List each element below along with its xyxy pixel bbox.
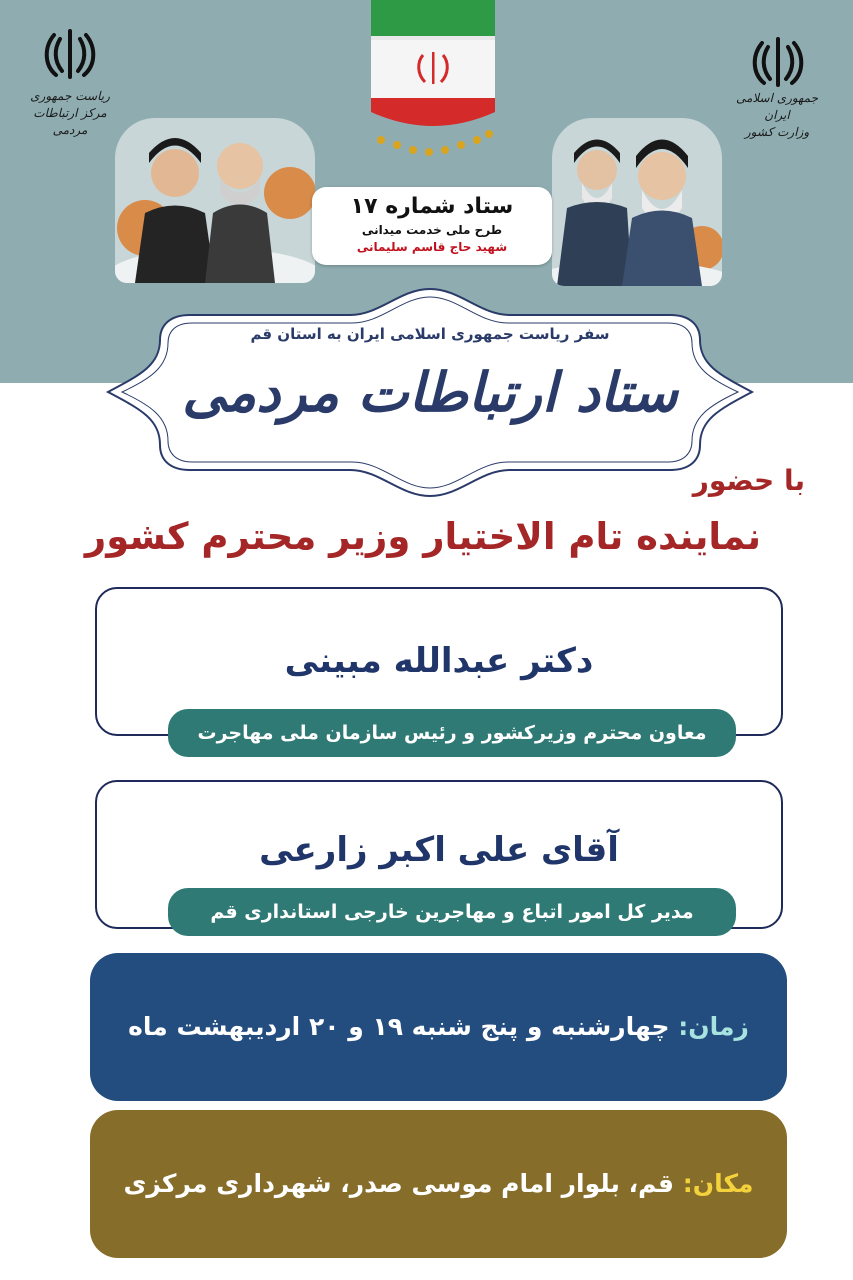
place-box [90, 1110, 787, 1258]
right-org-label [722, 90, 832, 141]
calligraphy-title: ستاد ارتباطات مردمی [182, 360, 678, 424]
left-org-line1: ریاست جمهوری [30, 89, 110, 103]
place-value: قم، بلوار امام موسی صدر، شهرداری مرکزی [123, 1169, 675, 1198]
portrait-group-left [115, 118, 315, 283]
left-org-line2: مرکز ارتباطات مردمی [33, 106, 107, 137]
staff-martyr: شهید حاج قاسم سلیمانی [356, 240, 508, 254]
time-value: چهارشنبه و پنج شنبه ۱۹ و ۲۰ اردیبهشت ماه [128, 1012, 670, 1041]
staff-subtitle: طرح ملی خدمت میدانی [361, 223, 503, 237]
presence-label: با حضور [692, 464, 805, 497]
staff-box [312, 187, 552, 265]
right-org-line2: وزارت کشور [744, 125, 810, 139]
iran-emblem-icon [40, 25, 100, 85]
left-org-label [15, 88, 125, 139]
time-label: زمان: [678, 1012, 749, 1041]
portrait-group-right [552, 118, 722, 286]
time-box [90, 953, 787, 1101]
person-name-2: آقای علی اکبر زارعی [259, 830, 619, 870]
place-label: مکان: [682, 1169, 754, 1198]
person-role-2: مدیر کل امور اتباع و مهاجرین خارجی استانداری قم [168, 888, 736, 936]
right-org-line1: جمهوری اسلامی ایران [735, 91, 819, 122]
person-name-1: دکتر عبدالله مبینی [284, 641, 594, 681]
staff-title: ستاد شماره ۱۷ [350, 194, 514, 219]
person-role-1: معاون محترم وزیرکشور و رئیس سازمان ملی مهاجرت [168, 709, 736, 757]
iran-flag-icon [371, 0, 495, 165]
iran-emblem-icon [748, 33, 808, 93]
trip-title: سفر ریاست جمهوری اسلامی ایران به استان قم [250, 325, 610, 343]
representative-title: نماینده تام الاختیار وزیر محترم کشور [84, 515, 761, 558]
